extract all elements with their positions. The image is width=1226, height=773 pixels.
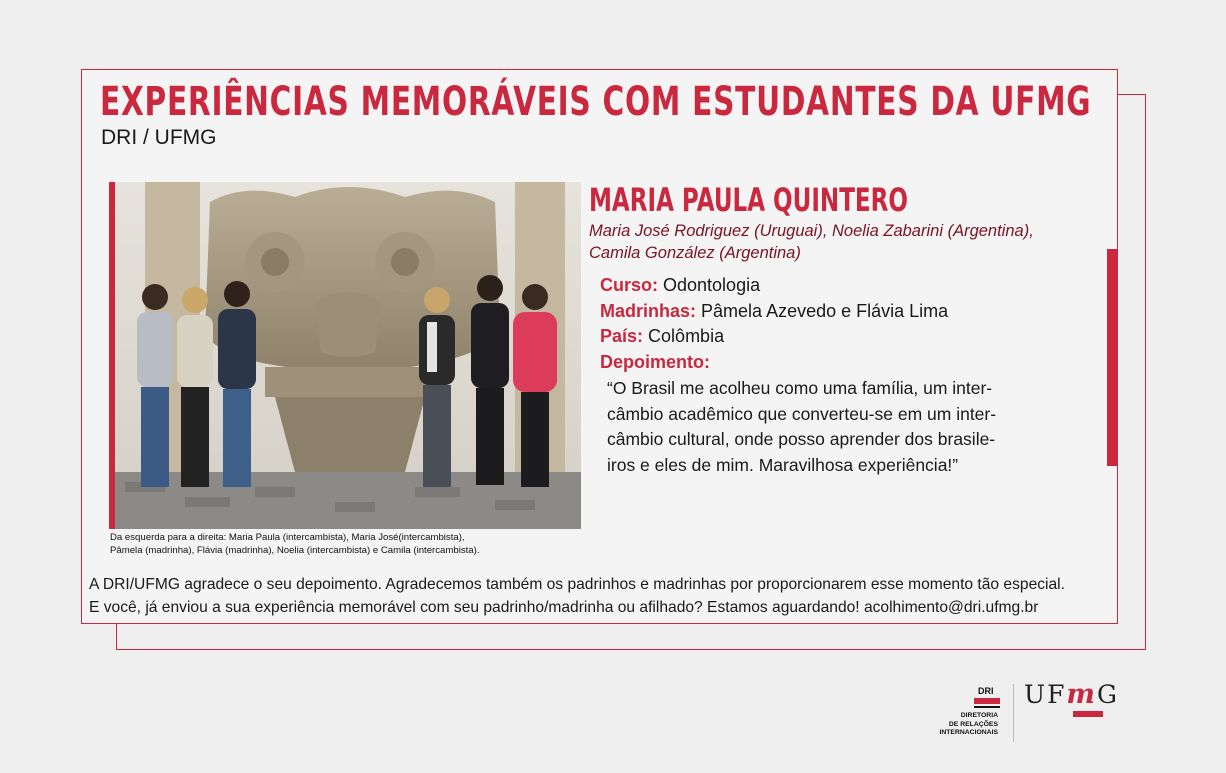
page-subtitle: DRI / UFMG (101, 126, 217, 149)
page-title: EXPERIÊNCIAS MEMORÁVEIS COM ESTUDANTES DA UFMG (100, 79, 1092, 125)
field-label: Depoimento: (600, 351, 710, 372)
photo-caption (110, 532, 590, 557)
field-value: Colômbia (648, 326, 725, 346)
quote-line: iros e eles de mim. Maravilhosa experiência!” (607, 454, 959, 475)
field-madrinhas (600, 299, 1070, 325)
field-label: País: (600, 326, 644, 346)
field-value: Odontologia (663, 275, 761, 295)
field-depoimento (600, 350, 1070, 376)
companions (589, 220, 1089, 264)
quote-line: “O Brasil me acolheu como uma família, um inter- (607, 378, 993, 398)
companions-line: Maria José Rodriguez (Uruguai), Noelia Zabarini (Argentina), (589, 222, 1034, 240)
dri-logo-line: DE RELAÇÕES (948, 720, 998, 728)
companions-line: Camila González (Argentina) (589, 244, 801, 262)
quote-line: câmbio cultural, onde posso aprender dos brasile- (607, 429, 996, 449)
field-curso (600, 273, 1070, 299)
logo-divider (1013, 684, 1014, 742)
group-photo (115, 182, 581, 529)
field-label: Madrinhas: (600, 300, 697, 321)
ufmg-logo-uf: UF (1024, 680, 1067, 709)
ufmg-logo-m: m (1066, 679, 1097, 710)
dri-logo (928, 686, 1008, 746)
right-accent-bar (1107, 249, 1117, 466)
dri-logo-line-icon (974, 706, 1000, 708)
field-value: Pâmela Azevedo e Flávia Lima (701, 300, 949, 321)
quote-line: câmbio acadêmico que converteu-se em um inter- (607, 403, 997, 424)
footer-line: E você, já enviou a sua experiência memorável com seu padrinho/madrinha ou afilhado? Estamos aguardando! acolhimento@dri.ufmg.br (89, 599, 1039, 616)
ufmg-logo (1024, 679, 1119, 710)
dri-logo-tag: DRI (978, 686, 994, 696)
ufmg-logo-underline-icon (1073, 711, 1103, 717)
dri-logo-line: INTERNACIONAIS (939, 729, 998, 736)
student-details (600, 273, 1070, 375)
dri-logo-text (908, 712, 998, 738)
footer-message (89, 573, 1109, 619)
testimonial-quote (607, 376, 1047, 478)
dri-logo-line: DIRETORIA (960, 712, 998, 719)
caption-line: Da esquerda para a direita: Maria Paula (intercambista), Maria José(intercambista), (110, 532, 465, 543)
field-label: Curso: (600, 275, 658, 295)
dri-logo-bar-icon (974, 698, 1000, 704)
caption-line: Pâmela (madrinha), Flávia (madrinha), Noelia (intercambista) e Camila (intercambista). (110, 544, 480, 556)
ufmg-logo-g: G (1097, 680, 1119, 709)
student-name: MARIA PAULA QUINTERO (589, 181, 908, 219)
footer-line: A DRI/UFMG agradece o seu depoimento. Agradecemos também os padrinhos e madrinhas por proporcionarem esse momento tão especial. (89, 576, 1065, 593)
field-pais (600, 324, 1070, 350)
